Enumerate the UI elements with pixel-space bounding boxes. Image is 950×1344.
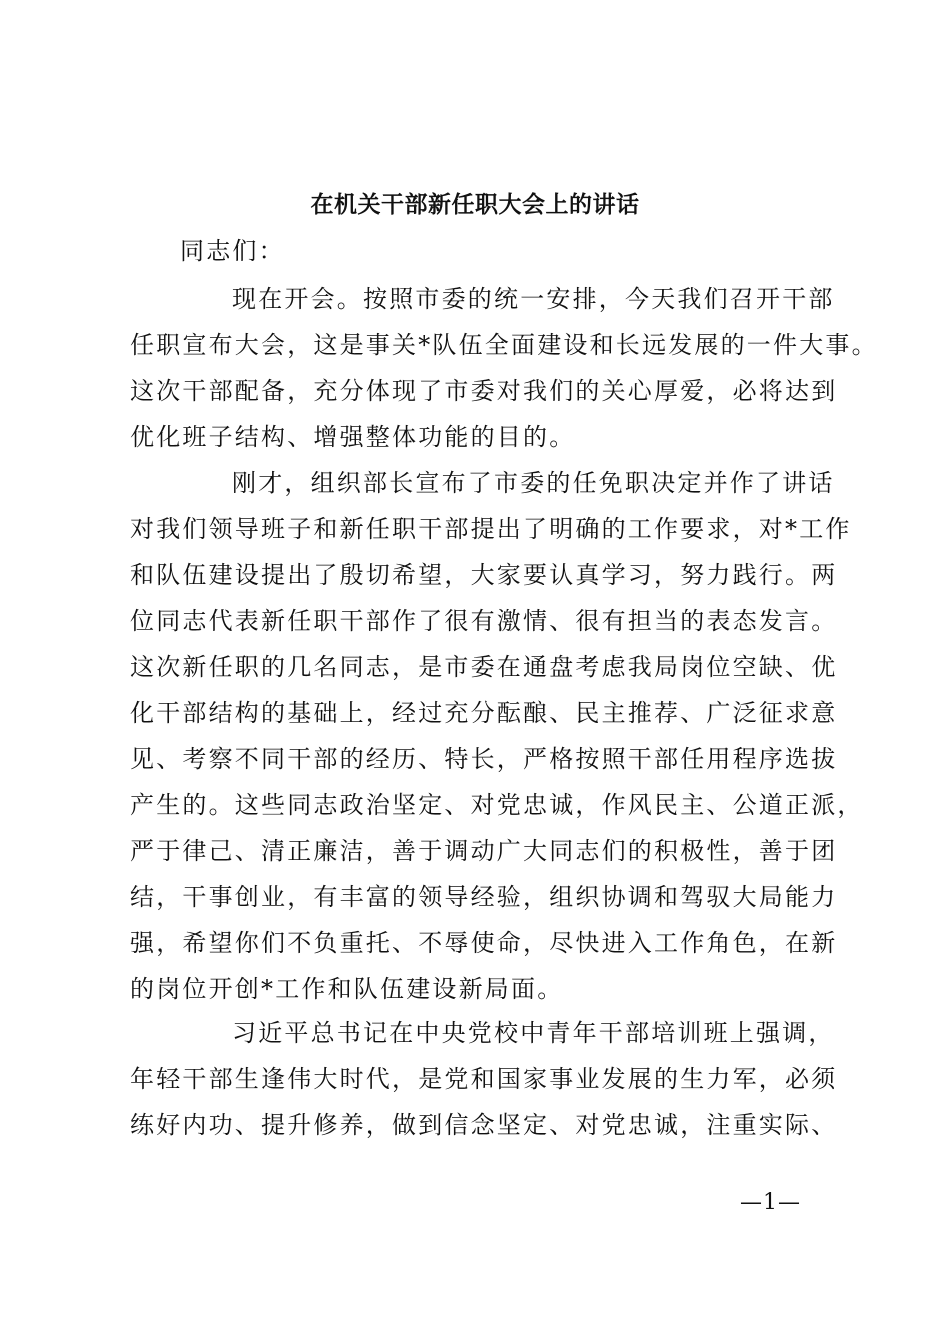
paragraph-3-line-3: 练好内功、提升修养，做到信念坚定、对党忠诚，注重实际、 [130, 1111, 838, 1139]
paragraph-1-line-3: 这次干部配备，充分体现了市委对我们的关心厚爱，必将达到 [130, 377, 838, 405]
salutation: 同志们： [180, 237, 285, 265]
paragraph-2-line-4: 位同志代表新任职干部作了很有激情、很有担当的表态发言。 [130, 607, 838, 635]
paragraph-1-line-1: 现在开会。按照市委的统一安排，今天我们召开干部 [232, 285, 835, 313]
paragraph-2-line-2: 对我们领导班子和新任职干部提出了明确的工作要求，对*工作 [130, 515, 852, 543]
paragraph-2-line-6: 化干部结构的基础上，经过充分酝酿、民主推荐、广泛征求意 [130, 699, 838, 727]
paragraph-2-line-12: 的岗位开创*工作和队伍建设新局面。 [130, 975, 564, 1003]
paragraph-1-line-2: 任职宣布大会，这是事关*队伍全面建设和长远发展的一件大事。 [130, 331, 878, 359]
paragraph-2-line-5: 这次新任职的几名同志，是市委在通盘考虑我局岗位空缺、优 [130, 653, 838, 681]
paragraph-2-line-3: 和队伍建设提出了殷切希望，大家要认真学习，努力践行。两 [130, 561, 838, 589]
paragraph-2-line-9: 严于律己、清正廉洁，善于调动广大同志们的积极性，善于团 [130, 837, 838, 865]
paragraph-3-line-2: 年轻干部生逢伟大时代，是党和国家事业发展的生力军，必须 [130, 1065, 838, 1093]
paragraph-2-line-7: 见、考察不同干部的经历、特长，严格按照干部任用程序选拔 [130, 745, 838, 773]
paragraph-2-line-10: 结，干事创业，有丰富的领导经验，组织协调和驾驭大局能力 [130, 883, 838, 911]
paragraph-1-line-4: 优化班子结构、增强整体功能的目的。 [130, 423, 576, 451]
page-number: —1— [740, 1190, 801, 1215]
paragraph-2-line-11: 强，希望你们不负重托、不辱使命，尽快进入工作角色，在新 [130, 929, 838, 957]
document-title: 在机关干部新任职大会上的讲话 [310, 191, 640, 218]
paragraph-2-line-8: 产生的。这些同志政治坚定、对党忠诚，作风民主、公道正派， [130, 791, 864, 819]
paragraph-3-line-1: 习近平总书记在中央党校中青年干部培训班上强调， [232, 1019, 835, 1047]
paragraph-2-line-1: 刚才，组织部长宣布了市委的任免职决定并作了讲话 [232, 469, 835, 497]
